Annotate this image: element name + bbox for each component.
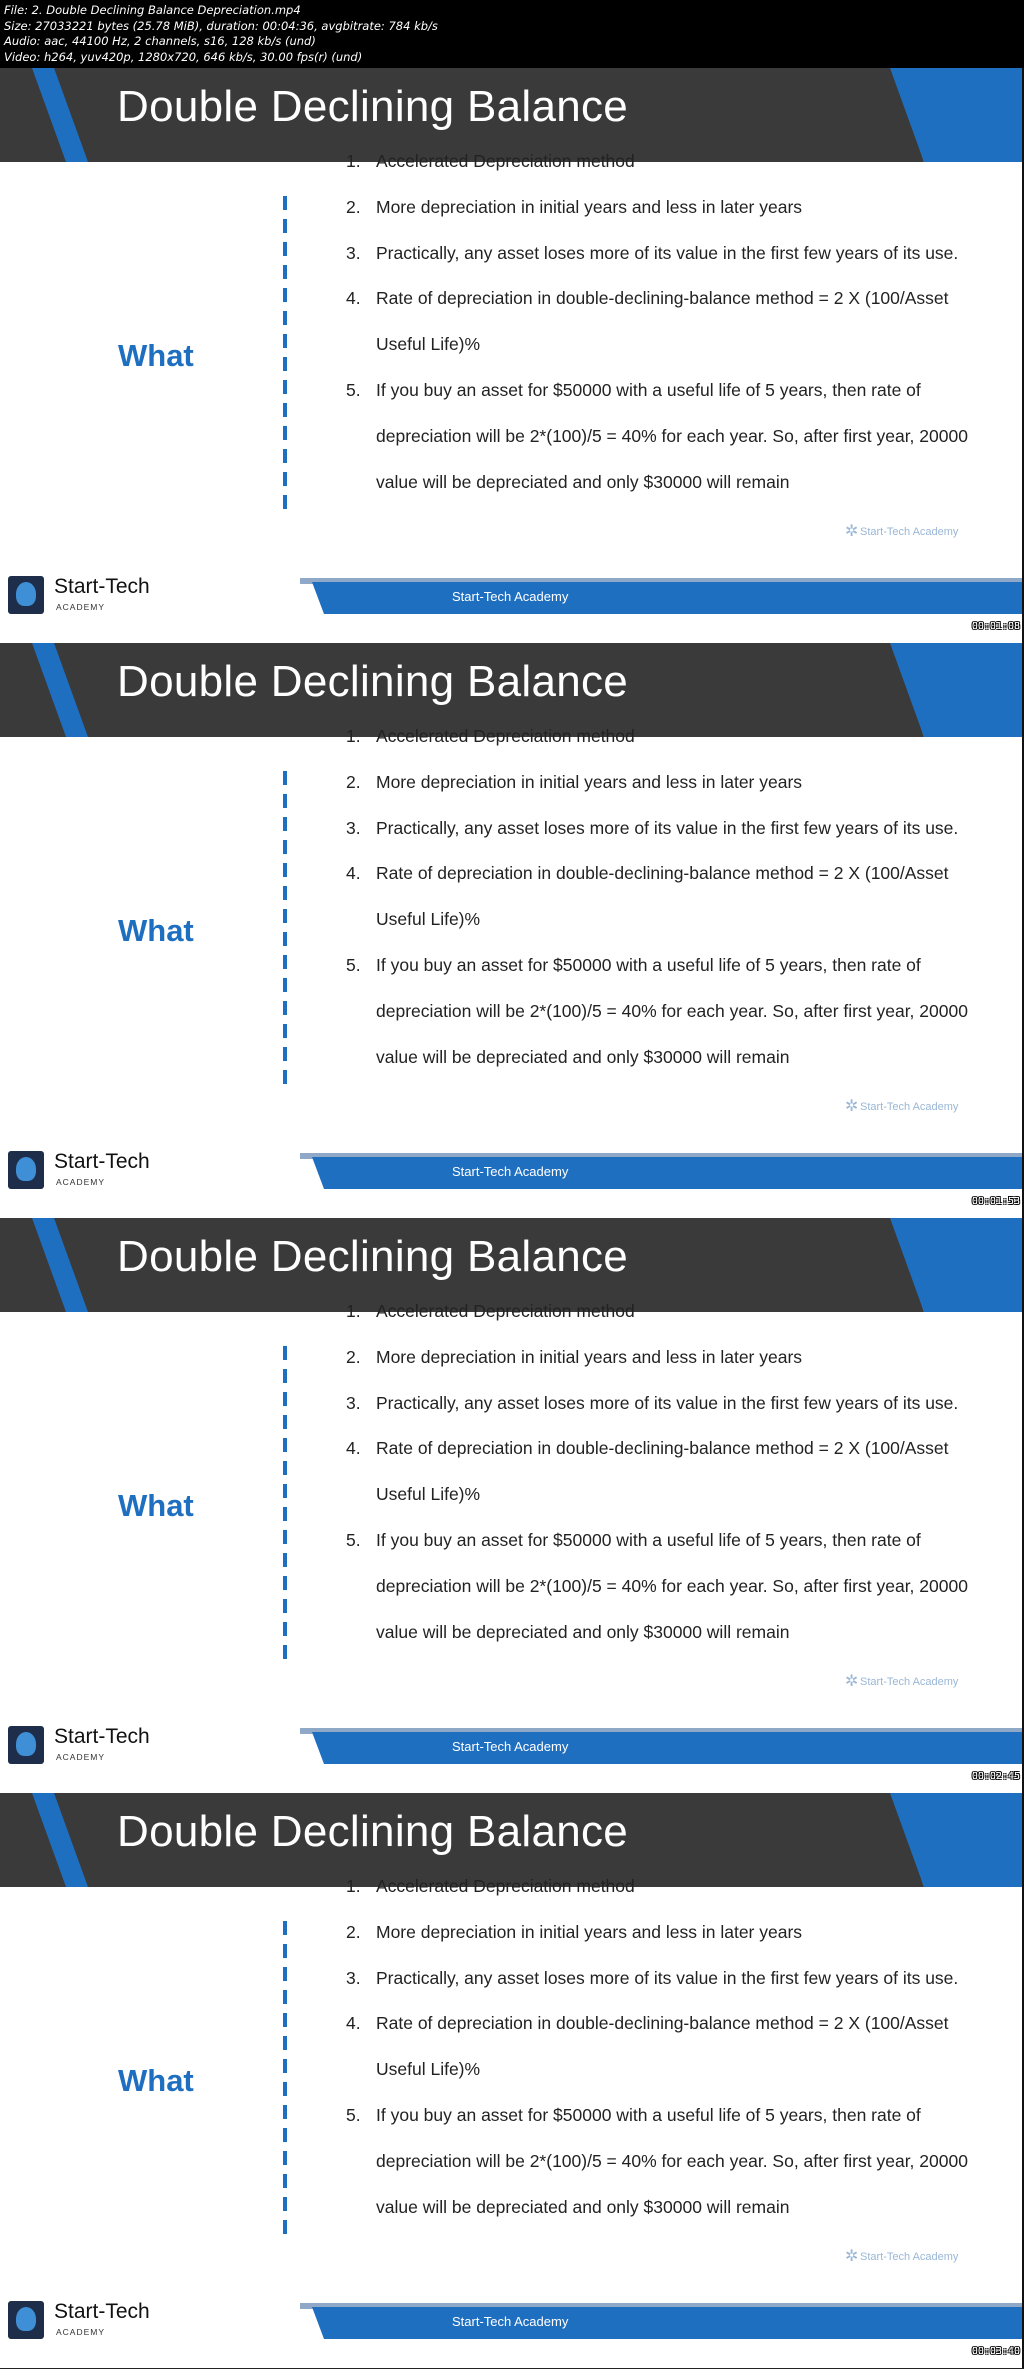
list-number: 4. — [346, 1438, 361, 1458]
list-text: depreciation will be 2*(100)/5 = 40% for each year. So, after first year, 20000 — [376, 1576, 968, 1596]
list-text: More depreciation in initial years and less in later years — [376, 197, 803, 217]
side-label: What — [118, 913, 194, 948]
frame-timestamp: 00:03:40 — [971, 2346, 1020, 2357]
list-text: More depreciation in initial years and less in later years — [376, 1922, 803, 1942]
video-frame — [0, 68, 1024, 644]
file-info-line: Size: 27033221 bytes (25.78 MiB), duration: 00:04:36, avgbitrate: 784 kb/s — [4, 18, 438, 33]
list-text: depreciation will be 2*(100)/5 = 40% for each year. So, after first year, 20000 — [376, 1001, 968, 1021]
list-text: Practically, any asset loses more of its value in the first few years of its use. — [376, 1968, 959, 1988]
watermark-icon: ✲ — [845, 2248, 859, 2265]
watermark-text: Start-Tech Academy — [860, 2251, 959, 2263]
list-number: 5. — [346, 380, 361, 400]
slide-title: Double Declining Balance — [117, 1807, 629, 1856]
logo-subtitle: ACADEMY — [56, 602, 106, 612]
slide-title: Double Declining Balance — [117, 1232, 629, 1281]
footer-bar — [312, 2307, 1024, 2339]
list-text: Practically, any asset loses more of its value in the first few years of its use. — [376, 243, 959, 263]
footer-text: Start-Tech Academy — [452, 2314, 569, 2329]
file-info-header — [0, 0, 1024, 68]
footer-text: Start-Tech Academy — [452, 1739, 569, 1754]
watermark-text: Start-Tech Academy — [860, 1101, 959, 1113]
logo-name: Start-Tech — [54, 1725, 150, 1748]
list-text: value will be depreciated and only $30000 will remain — [376, 2197, 790, 2217]
list-number: 3. — [346, 1968, 361, 1988]
watermark-text: Start-Tech Academy — [860, 1676, 959, 1688]
file-info-line: Video: h264, yuv420p, 1280x720, 646 kb/s, 30.00 fps(r) (und) — [4, 49, 363, 64]
side-label: What — [118, 1488, 194, 1523]
slide-title: Double Declining Balance — [117, 82, 629, 131]
list-number: 3. — [346, 1393, 361, 1413]
logo-icon — [8, 1726, 44, 1764]
list-text: If you buy an asset for $50000 with a useful life of 5 years, then rate of — [376, 1530, 921, 1550]
list-text: More depreciation in initial years and less in later years — [376, 1347, 803, 1367]
list-text: depreciation will be 2*(100)/5 = 40% for each year. So, after first year, 20000 — [376, 426, 968, 446]
list-text: More depreciation in initial years and less in later years — [376, 772, 803, 792]
list-number: 1. — [346, 1876, 361, 1896]
logo-icon — [8, 2301, 44, 2339]
dashed-divider — [283, 771, 287, 1093]
list-number: 4. — [346, 2013, 361, 2033]
list-text: If you buy an asset for $50000 with a useful life of 5 years, then rate of — [376, 2105, 921, 2125]
footer-text: Start-Tech Academy — [452, 589, 569, 604]
list-text: If you buy an asset for $50000 with a useful life of 5 years, then rate of — [376, 380, 921, 400]
list-text: Practically, any asset loses more of its value in the first few years of its use. — [376, 1393, 959, 1413]
video-frame — [0, 643, 1024, 1219]
list-number: 1. — [346, 726, 361, 746]
file-info-line: Audio: aac, 44100 Hz, 2 channels, s16, 128 kb/s (und) — [4, 34, 316, 48]
list-text: Accelerated Depreciation method — [376, 726, 635, 746]
frame-timestamp: 00:02:45 — [971, 1771, 1020, 1782]
list-text: Accelerated Depreciation method — [376, 1876, 635, 1896]
list-number: 3. — [346, 818, 361, 838]
watermark-icon: ✲ — [845, 523, 859, 540]
list-text: Useful Life)% — [376, 334, 481, 354]
frame-timestamp: 00:01:08 — [971, 621, 1020, 632]
watermark-text: Start-Tech Academy — [860, 526, 959, 538]
list-number: 5. — [346, 955, 361, 975]
list-number: 5. — [346, 1530, 361, 1550]
dashed-divider — [283, 1921, 287, 2243]
list-number: 2. — [346, 1922, 361, 1942]
list-text: Accelerated Depreciation method — [376, 1301, 635, 1321]
footer-bar — [312, 582, 1024, 614]
list-text: value will be depreciated and only $30000 will remain — [376, 1622, 790, 1642]
logo-icon — [8, 576, 44, 614]
logo-icon — [8, 1151, 44, 1189]
list-number: 3. — [346, 243, 361, 263]
list-number: 2. — [346, 772, 361, 792]
dashed-divider — [283, 196, 287, 518]
list-number: 1. — [346, 1301, 361, 1321]
file-info-line: File: 2. Double Declining Balance Depreciation.mp4 — [4, 3, 301, 17]
list-text: Rate of depreciation in double-declining-balance method = 2 X (100/Asset — [376, 863, 949, 883]
frame-timestamp: 00:01:53 — [971, 1196, 1020, 1207]
list-number: 1. — [346, 151, 361, 171]
list-text: Rate of depreciation in double-declining-balance method = 2 X (100/Asset — [376, 1438, 949, 1458]
list-text: Accelerated Depreciation method — [376, 151, 635, 171]
footer-text: Start-Tech Academy — [452, 1164, 569, 1179]
list-number: 4. — [346, 863, 361, 883]
logo-name: Start-Tech — [54, 1150, 150, 1173]
logo-subtitle: ACADEMY — [56, 1177, 106, 1187]
list-number: 4. — [346, 288, 361, 308]
list-text: Useful Life)% — [376, 2059, 481, 2079]
logo-subtitle: ACADEMY — [56, 1752, 106, 1762]
list-text: Rate of depreciation in double-declining-balance method = 2 X (100/Asset — [376, 2013, 949, 2033]
list-text: Rate of depreciation in double-declining-balance method = 2 X (100/Asset — [376, 288, 949, 308]
watermark-icon: ✲ — [845, 1098, 859, 1115]
video-frame — [0, 1793, 1024, 2369]
side-label: What — [118, 2063, 194, 2098]
list-text: If you buy an asset for $50000 with a useful life of 5 years, then rate of — [376, 955, 921, 975]
list-text: Useful Life)% — [376, 1484, 481, 1504]
slide-title: Double Declining Balance — [117, 657, 629, 706]
list-number: 5. — [346, 2105, 361, 2125]
footer-bar — [312, 1157, 1024, 1189]
list-text: depreciation will be 2*(100)/5 = 40% for each year. So, after first year, 20000 — [376, 2151, 968, 2171]
logo-subtitle: ACADEMY — [56, 2327, 106, 2337]
footer-bar — [312, 1732, 1024, 1764]
dashed-divider — [283, 1346, 287, 1668]
logo-name: Start-Tech — [54, 575, 150, 598]
list-number: 2. — [346, 1347, 361, 1367]
list-text: Useful Life)% — [376, 909, 481, 929]
list-number: 2. — [346, 197, 361, 217]
video-frame — [0, 1218, 1024, 1794]
list-text: value will be depreciated and only $30000 will remain — [376, 472, 790, 492]
list-text: value will be depreciated and only $30000 will remain — [376, 1047, 790, 1067]
side-label: What — [118, 338, 194, 373]
watermark-icon: ✲ — [845, 1673, 859, 1690]
logo-name: Start-Tech — [54, 2300, 150, 2323]
list-text: Practically, any asset loses more of its value in the first few years of its use. — [376, 818, 959, 838]
